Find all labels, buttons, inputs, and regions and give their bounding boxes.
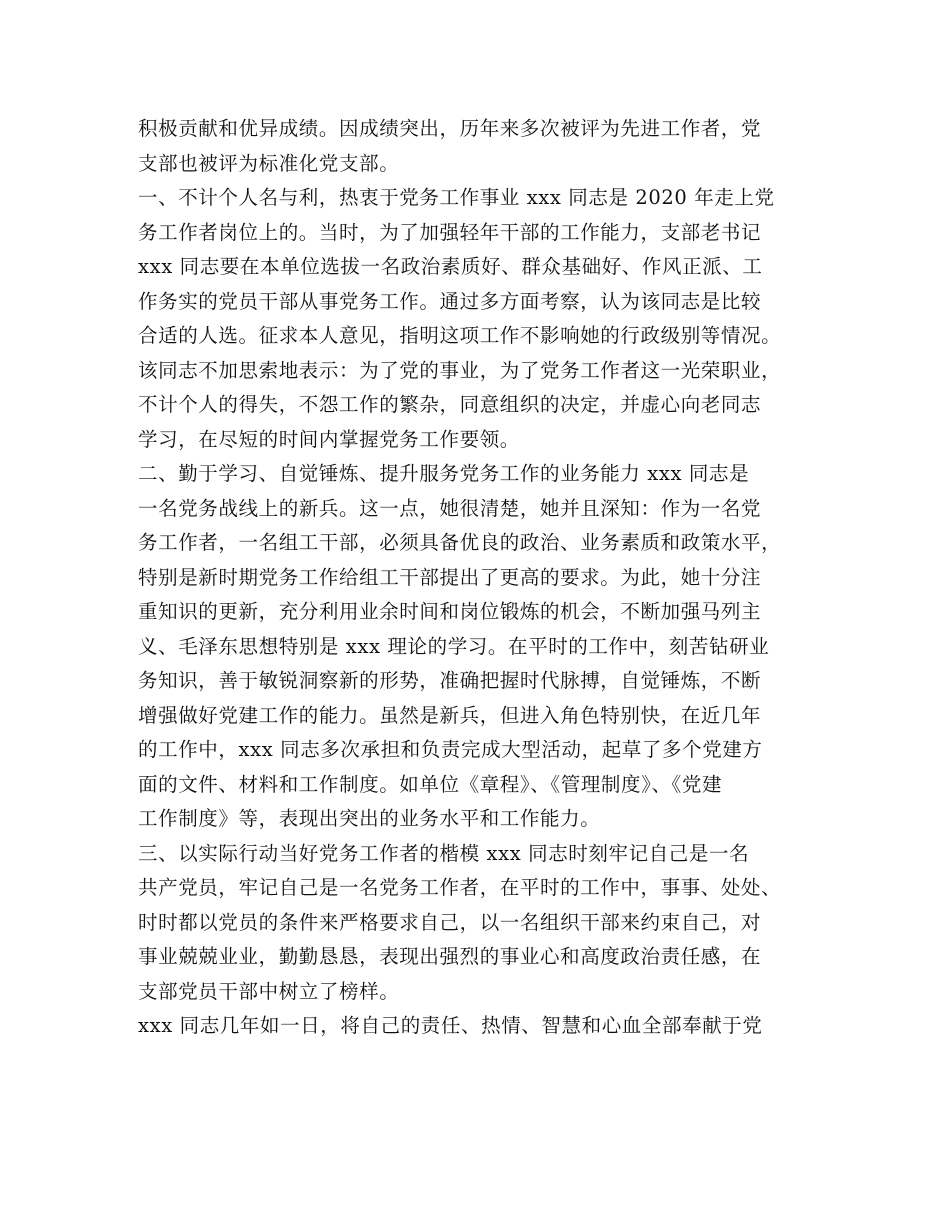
text-line: 特别是新时期党务工作给组工干部提出了更高的要求。为此，她十分注: [138, 565, 762, 589]
text-line: 一名党务战线上的新兵。这一点，她很清楚，她并且深知：作为一名党: [138, 496, 762, 520]
text-line: 二、勤于学习、自觉锤炼、提升服务党务工作的业务能力 xxx 同志是: [138, 462, 750, 485]
text-line: 积极贡献和优异成绩。因成绩突出，历年来多次被评为先进工作者，党: [138, 117, 762, 140]
text-line: 三、以实际行动当好党务工作者的楷模 xxx 同志时刻牢记自己是一名: [138, 841, 750, 865]
text-line: 的工作中，xxx 同志多次承担和负责完成大型活动，起草了多个党建方: [138, 738, 763, 761]
text-line: 面的文件、材料和工作制度。如单位《章程》、《管理制度》、《党建: [138, 772, 723, 796]
text-line: 重知识的更新，充分利用业余时间和岗位锻炼的机会，不断加强马列主: [138, 600, 762, 623]
text-line: 务知识，善于敏锐洞察新的形势，准确把握时代脉搏，自觉锤炼，不断: [138, 669, 762, 692]
text-line: 一、不计个人名与利，热衷于党务工作事业 xxx 同志是 2020 年走上党: [138, 186, 775, 209]
text-line: 支部也被评为标准化党支部。: [138, 151, 400, 175]
text-line: 支部党员干部中树立了榜样。: [138, 979, 400, 1003]
text-line: 务工作者岗位上的。当时，为了加强轻年干部的工作能力，支部老书记: [138, 220, 762, 244]
text-line: 合适的人选。征求本人意见，指明这项工作不影响她的行政级别等情况。: [138, 324, 782, 347]
text-line: 增强做好党建工作的能力。虽然是新兵，但进入角色特别快，在近几年: [138, 703, 762, 727]
document-body: [138, 112, 828, 1044]
text-line: xxx 同志要在本单位选拔一名政治素质好、群众基础好、作风正派、工: [138, 255, 763, 278]
text-line: 不计个人的得失，不怨工作的繁杂，同意组织的决定，并虚心向老同志: [138, 393, 762, 416]
text-line: 时时都以党员的条件来严格要求自己，以一名组织干部来约束自己，对: [138, 910, 762, 934]
text-line: 务工作者，一名组工干部，必须具备优良的政治、业务素质和政策水平，: [138, 531, 782, 554]
text-line: 学习，在尽短的时间内掌握党务工作要领。: [138, 427, 520, 451]
text-line: 事业兢兢业业，勤勤恳恳，表现出强烈的事业心和高度政治责任感，在: [138, 945, 762, 968]
text-line: 该同志不加思索地表示：为了党的事业，为了党务工作者这一光荣职业，: [138, 358, 782, 382]
text-line: 共产党员，牢记自己是一名党务工作者，在平时的工作中，事事、处处、: [138, 876, 782, 899]
text-line: 义、毛泽东思想特别是 xxx 理论的学习。在平时的工作中，刻苦钻研业: [138, 634, 770, 658]
text-line: xxx 同志几年如一日，将自己的责任、热情、智慧和心血全部奉献于党: [138, 1014, 763, 1037]
text-line: 作务实的党员干部从事党务工作。通过多方面考察，认为该同志是比较: [138, 289, 762, 313]
text-line: 工作制度》等，表现出突出的业务水平和工作能力。: [138, 807, 601, 830]
